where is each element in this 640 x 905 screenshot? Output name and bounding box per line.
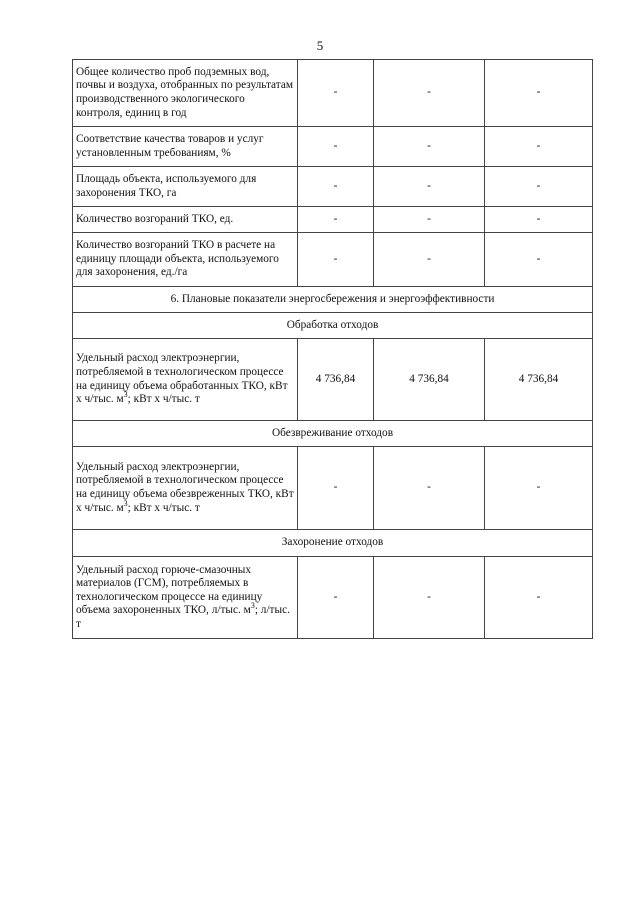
page-number: 5 [316, 38, 324, 53]
row-value-2: 4 736,84 [374, 339, 485, 421]
row-value-3: - [485, 557, 593, 639]
row-label: Соответствие качества товаров и услуг установленным требованиям, % [73, 127, 298, 167]
row-value-2: - [374, 447, 485, 530]
row-label: Площадь объекта, используемого для захоронения ТКО, га [73, 167, 298, 207]
section-title: 6. Плановые показатели энергосбережения и энергоэффективности [73, 287, 593, 313]
row-value-1: - [298, 60, 374, 127]
table-row [73, 447, 593, 530]
row-value-3: - [485, 60, 593, 127]
row-label: Количество возгораний ТКО в расчете на единицу площади объекта, используемого для захоронения, ед./га [73, 233, 298, 287]
row-label-unit: ; кВт х ч/тыс. т [127, 501, 200, 514]
row-value-1: - [298, 207, 374, 233]
table-row [73, 167, 593, 207]
table-row [73, 127, 593, 167]
row-value-2: - [374, 167, 485, 207]
row-value-1: - [298, 167, 374, 207]
row-value-3: - [485, 127, 593, 167]
row-value-1: 4 736,84 [298, 339, 374, 421]
row-label-text: Удельный расход горюче-смазочных материалов (ГСМ), потребляемых в технологическом процессе на единицу объема захороненных ТКО, л/тыс. м [76, 563, 263, 617]
table-row [73, 207, 593, 233]
table-row [73, 339, 593, 421]
subsection-heading-row [73, 313, 593, 339]
row-label [73, 447, 298, 530]
row-value-2: - [374, 207, 485, 233]
section-heading-row [73, 287, 593, 313]
row-label-unit: ; л/тыс. т [76, 604, 290, 630]
row-value-2: - [374, 60, 485, 127]
row-value-2: - [374, 557, 485, 639]
row-label-text: Удельный расход электроэнергии, потребляемой в технологическом процессе на единицу объема обезвреженных ТКО, кВт х ч/тыс. м [76, 460, 294, 514]
row-label [73, 557, 298, 639]
subsection-title: Обработка отходов [73, 313, 593, 339]
superscript: 3 [123, 498, 128, 508]
row-label: Общее количество проб подземных вод, почвы и воздуха, отобранных по результатам производственного экологического контроля, единиц в год [73, 60, 298, 127]
table-row [73, 233, 593, 287]
row-value-2: - [374, 127, 485, 167]
row-label-unit: ; кВт х ч/тыс. т [127, 393, 200, 406]
row-value-3: - [485, 447, 593, 530]
row-value-1: - [298, 233, 374, 287]
row-value-3: - [485, 233, 593, 287]
table-row [73, 557, 593, 639]
row-value-2: - [374, 233, 485, 287]
table-row [73, 60, 593, 127]
subsection-heading-row [73, 530, 593, 557]
row-value-1: - [298, 557, 374, 639]
subsection-title: Обезвреживание отходов [73, 421, 593, 447]
row-value-1: - [298, 447, 374, 530]
row-label [73, 339, 298, 421]
superscript: 3 [250, 601, 255, 611]
subsection-title: Захоронение отходов [73, 530, 593, 557]
row-value-1: - [298, 127, 374, 167]
row-label: Количество возгораний ТКО, ед. [73, 207, 298, 233]
row-value-3: 4 736,84 [485, 339, 593, 421]
superscript: 3 [123, 390, 128, 400]
subsection-heading-row [73, 421, 593, 447]
row-value-3: - [485, 167, 593, 207]
indicators-table [72, 59, 593, 639]
row-label-text: Удельный расход электроэнергии, потребляемой в технологическом процессе на единицу объема обработанных ТКО, кВт х ч/тыс. м [76, 352, 288, 406]
row-value-3: - [485, 207, 593, 233]
